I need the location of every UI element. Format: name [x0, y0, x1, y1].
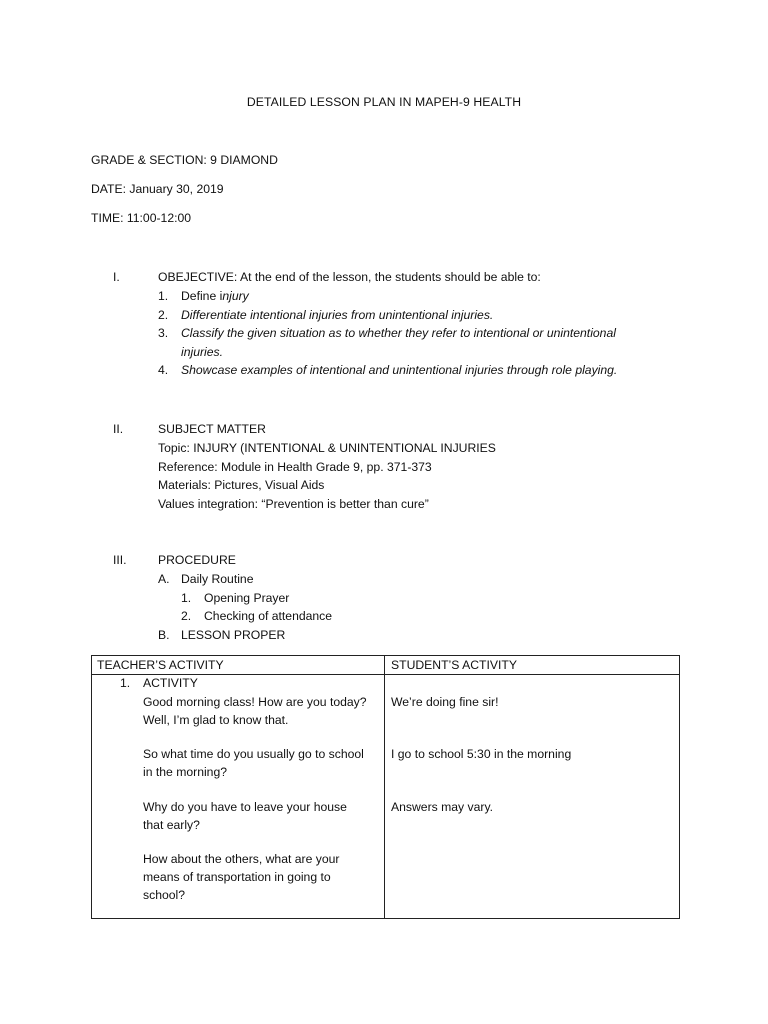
- objective-heading: OBEJECTIVE: At the end of the lesson, the students should be able to:: [158, 270, 541, 284]
- subject-materials: Materials: Pictures, Visual Aids: [158, 478, 325, 492]
- routine-item: Checking of attendance: [204, 609, 333, 623]
- subject-topic: Topic: INJURY (INTENTIONAL & UNINTENTIONAL INJURIES: [158, 441, 496, 455]
- teacher-line: in the morning?: [143, 765, 228, 779]
- grade-section: GRADE & SECTION: 9 DIAMOND: [91, 153, 278, 167]
- date: DATE: January 30, 2019: [91, 182, 224, 196]
- teacher-line: Why do you have to leave your house: [143, 800, 347, 814]
- teacher-line: Good morning class! How are you today?: [143, 695, 367, 709]
- objective-item: Showcase examples of intentional and unintentional injuries through role playing.: [181, 363, 618, 377]
- daily-routine-label: Daily Routine: [181, 572, 254, 586]
- routine-item: Opening Prayer: [204, 591, 290, 605]
- objective-item: Classify the given situation as to whether they refer to intentional or unintentional: [181, 326, 616, 340]
- document-title: DETAILED LESSON PLAN IN MAPEH-9 HEALTH: [246, 95, 522, 109]
- objective-item-prefix: Define i: [181, 289, 223, 303]
- teacher-line: Well, I’m glad to know that.: [143, 713, 289, 727]
- student-activity-header: STUDENT’S ACTIVITY: [391, 658, 517, 672]
- student-cell: [385, 675, 680, 919]
- objective-num: 2.: [158, 308, 169, 322]
- teacher-line: school?: [143, 888, 186, 902]
- procedure-heading: PROCEDURE: [158, 553, 236, 567]
- activity-num: 1.: [120, 676, 131, 690]
- objective-item: Differentiate intentional injuries from unintentional injuries.: [181, 308, 494, 322]
- lesson-proper-label: LESSON PROPER: [181, 628, 286, 642]
- table-row: [92, 675, 680, 919]
- section-numeral-procedure: III.: [113, 553, 127, 567]
- subject-heading: SUBJECT MATTER: [158, 422, 266, 436]
- procedure-letter: B.: [158, 628, 170, 642]
- teacher-line: that early?: [143, 818, 200, 832]
- table-header-row: [92, 656, 680, 675]
- objective-item-italic: njury: [222, 289, 249, 303]
- routine-num: 1.: [181, 591, 192, 605]
- teacher-line: So what time do you usually go to school: [143, 747, 364, 761]
- subject-reference: Reference: Module in Health Grade 9, pp. 371-373: [158, 460, 432, 474]
- routine-num: 2.: [181, 609, 192, 623]
- objective-item-continued: injuries.: [181, 345, 223, 359]
- procedure-letter: A.: [158, 572, 170, 586]
- teacher-activity-header: TEACHER’S ACTIVITY: [97, 658, 224, 672]
- activity-label: ACTIVITY: [143, 676, 198, 690]
- section-numeral-subject: II.: [113, 422, 124, 436]
- teacher-line: means of transportation in going to: [143, 870, 331, 884]
- objective-num: 4.: [158, 363, 169, 377]
- section-numeral-objective: I.: [113, 270, 120, 284]
- student-line: We’re doing fine sir!: [391, 695, 499, 709]
- objective-item: [181, 288, 249, 304]
- subject-values: Values integration: “Prevention is better than cure”: [158, 497, 429, 511]
- table-header-cell: [385, 656, 680, 675]
- table-header-cell: [92, 656, 385, 675]
- objective-num: 1.: [158, 289, 169, 303]
- activity-table: [91, 655, 680, 919]
- objective-num: 3.: [158, 326, 169, 340]
- teacher-line: How about the others, what are your: [143, 852, 340, 866]
- time: TIME: 11:00-12:00: [91, 211, 192, 225]
- student-line: Answers may vary.: [391, 800, 494, 814]
- teacher-cell: [92, 675, 385, 919]
- student-line: I go to school 5:30 in the morning: [391, 747, 572, 761]
